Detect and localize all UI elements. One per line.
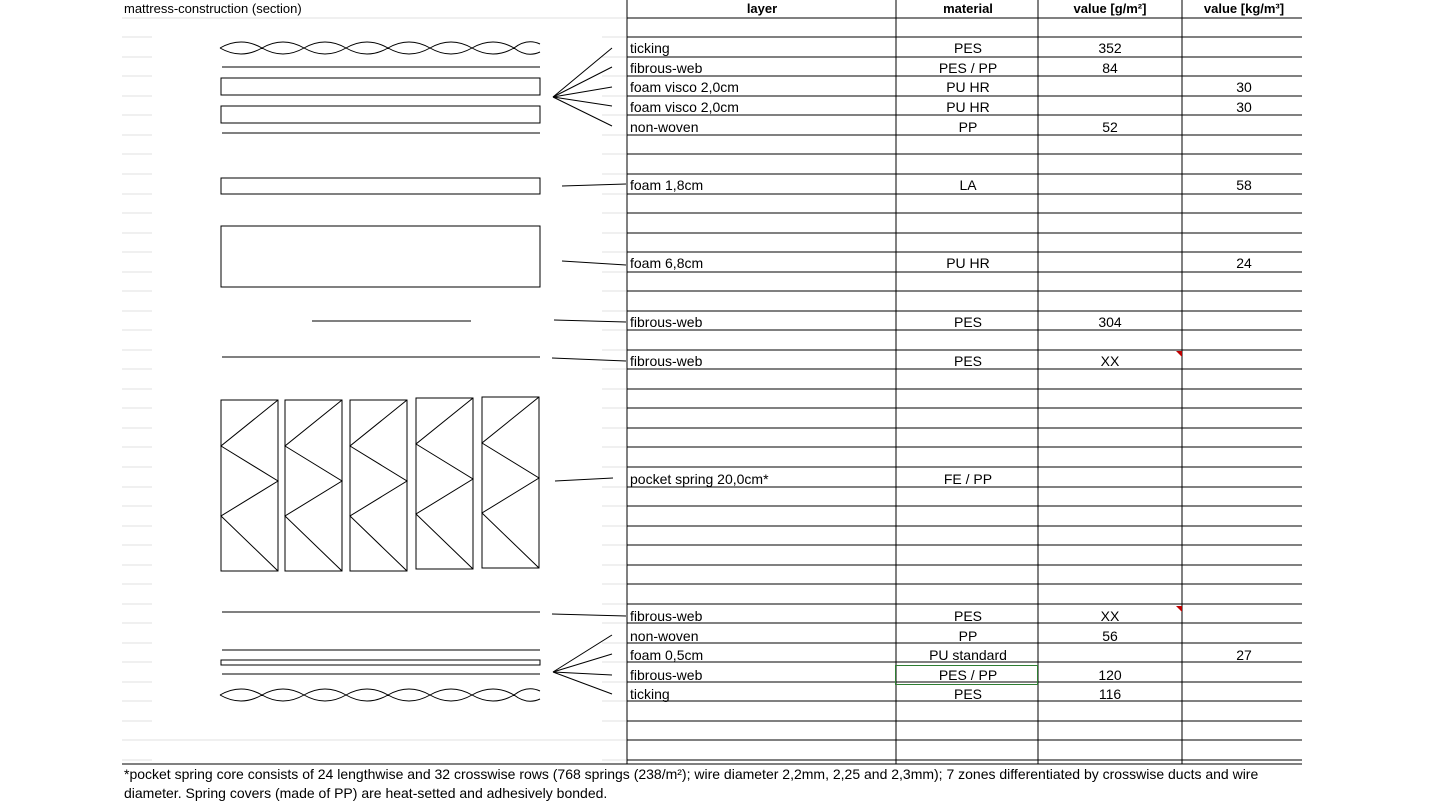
- cell-material[interactable]: PU HR: [946, 255, 990, 271]
- cell-value-g[interactable]: 120: [1098, 667, 1122, 683]
- cell-value-g[interactable]: XX: [1100, 608, 1120, 624]
- cell-layer[interactable]: pocket spring 20,0cm*: [630, 471, 769, 487]
- cell-value-kg[interactable]: 27: [1236, 647, 1252, 663]
- cell-value-g[interactable]: 352: [1098, 40, 1122, 56]
- footnote: *pocket spring core consists of 24 lengthwise and 32 crosswise rows (768 springs (238/m²); wire diameter 2,2mm, 2,25 and 2,3mm); 7 zones differentiated by crosswise ducts and wire diameter. Spring covers (made of PP) are heat-setted and adhesively bonded.: [124, 766, 1259, 801]
- cell-material[interactable]: PES: [953, 353, 982, 369]
- foam-standard-shape: [221, 660, 540, 665]
- cell-material[interactable]: PP: [958, 119, 978, 135]
- cell-value-g[interactable]: 116: [1098, 686, 1122, 702]
- cell-material[interactable]: PU standard: [929, 647, 1007, 663]
- header-value-g: value [g/m²]: [1073, 1, 1147, 16]
- cell-layer[interactable]: fibrous-web: [630, 667, 703, 683]
- cell-material[interactable]: PP: [958, 628, 978, 644]
- cell-value-kg[interactable]: 58: [1236, 177, 1252, 193]
- header-layer: layer: [746, 1, 778, 16]
- cell-layer[interactable]: foam 6,8cm: [630, 255, 704, 271]
- cell-material[interactable]: PU HR: [946, 99, 990, 115]
- cell-material[interactable]: FE / PP: [943, 471, 993, 487]
- cell-material[interactable]: PU HR: [946, 79, 990, 95]
- header-value-kg: value [kg/m³]: [1203, 1, 1285, 16]
- cell-material[interactable]: PES: [953, 314, 982, 330]
- cell-layer[interactable]: ticking: [630, 40, 670, 56]
- cell-layer[interactable]: fibrous-web: [630, 608, 703, 624]
- cell-material[interactable]: PES: [953, 40, 982, 56]
- cell-layer[interactable]: fibrous-web: [630, 60, 703, 76]
- cell-value-kg[interactable]: 30: [1236, 99, 1252, 115]
- selected-cell-outline[interactable]: [895, 665, 1038, 685]
- sheet-title: mattress-construction (section): [124, 1, 302, 16]
- cell-layer[interactable]: non-woven: [630, 628, 699, 644]
- ticking-top-shape: [220, 42, 540, 55]
- cell-value-g[interactable]: 304: [1098, 314, 1122, 330]
- header-material: material: [943, 1, 993, 16]
- pocket-spring-core-shape: [221, 397, 539, 571]
- cell-material[interactable]: PES: [953, 686, 982, 702]
- cell-layer[interactable]: ticking: [630, 686, 670, 702]
- cell-layer[interactable]: non-woven: [630, 119, 699, 135]
- ticking-bottom-shape: [220, 689, 540, 702]
- cell-layer[interactable]: foam 0,5cm: [630, 647, 704, 663]
- cell-material[interactable]: PES / PP: [938, 667, 998, 683]
- cell-value-g[interactable]: 84: [1102, 60, 1118, 76]
- cell-layer[interactable]: fibrous-web: [630, 314, 703, 330]
- foam-latex-shape: [221, 178, 540, 194]
- comment-indicator-icon[interactable]: [1176, 606, 1182, 612]
- cell-value-g[interactable]: XX: [1100, 353, 1120, 369]
- cell-material[interactable]: PES: [953, 608, 982, 624]
- cell-layer[interactable]: fibrous-web: [630, 353, 703, 369]
- comment-indicator-icon[interactable]: [1176, 351, 1182, 357]
- cell-layer[interactable]: foam visco 2,0cm: [630, 99, 739, 115]
- cell-value-kg[interactable]: 30: [1236, 79, 1252, 95]
- cell-layer[interactable]: foam 1,8cm: [630, 177, 704, 193]
- cell-value-g[interactable]: 56: [1102, 628, 1118, 644]
- foam-hr-shape: [221, 226, 540, 287]
- cell-material[interactable]: PES / PP: [938, 60, 998, 76]
- cell-layer[interactable]: foam visco 2,0cm: [630, 79, 739, 95]
- cell-material[interactable]: LA: [959, 177, 977, 193]
- foam-visco-2-shape: [221, 106, 540, 123]
- leader-lines: [552, 48, 626, 694]
- cell-value-g[interactable]: 52: [1102, 119, 1118, 135]
- foam-visco-1-shape: [221, 78, 540, 95]
- cell-value-kg[interactable]: 24: [1236, 255, 1252, 271]
